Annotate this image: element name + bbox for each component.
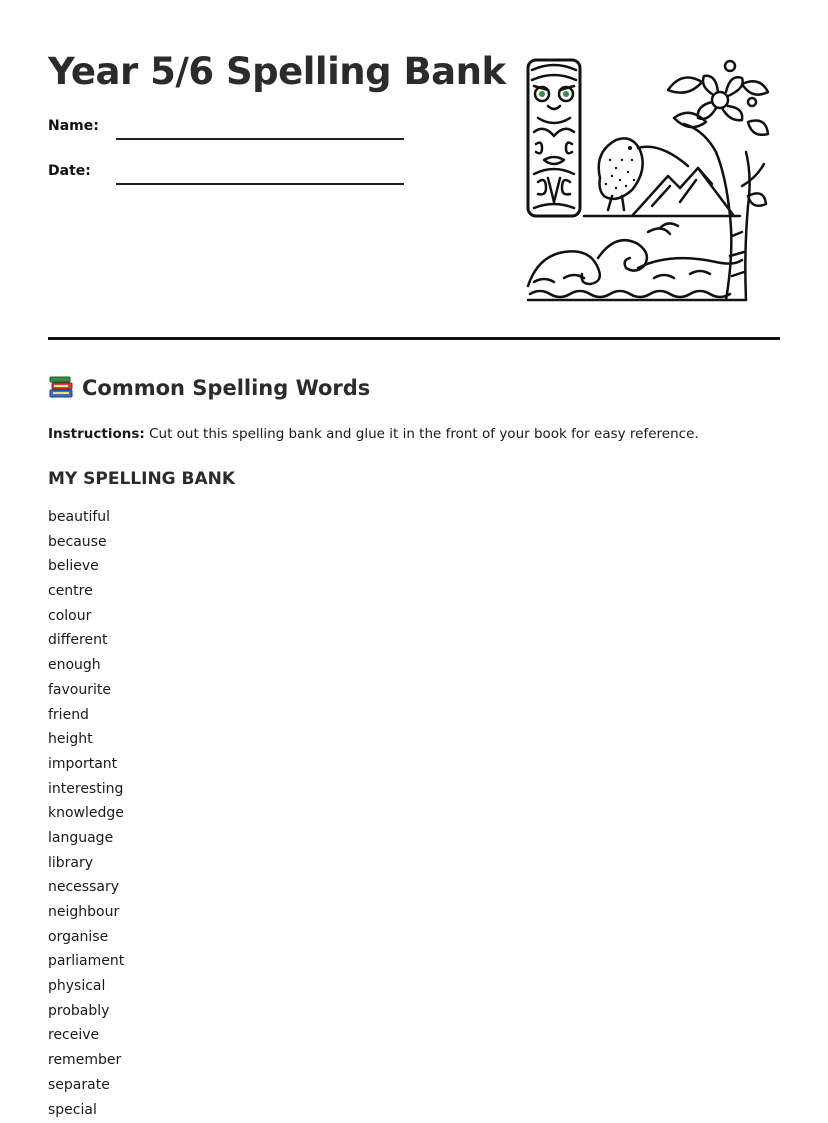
tiki-totem-icon	[528, 60, 580, 216]
spelling-word-list	[48, 506, 124, 1123]
list-item: colour	[48, 605, 124, 630]
list-item: physical	[48, 975, 124, 1000]
date-label: Date:	[48, 162, 91, 180]
books-emoji-icon	[48, 375, 74, 399]
list-item: separate	[48, 1074, 124, 1099]
page-title: Year 5/6 Spelling Bank	[48, 44, 506, 100]
spelling-bank-heading: MY SPELLING BANK	[48, 467, 235, 491]
list-item: different	[48, 629, 124, 654]
name-label: Name:	[48, 117, 99, 135]
list-item: because	[48, 531, 124, 556]
list-item: parliament	[48, 950, 124, 975]
list-item: knowledge	[48, 802, 124, 827]
list-item: important	[48, 753, 124, 778]
instructions	[48, 424, 699, 444]
list-item: necessary	[48, 876, 124, 901]
list-item: remember	[48, 1049, 124, 1074]
waves-icon	[528, 223, 746, 300]
pohutukawa-tree-icon	[668, 78, 768, 301]
list-item: enough	[48, 654, 124, 679]
section-divider	[48, 337, 780, 340]
list-item: favourite	[48, 679, 124, 704]
date-field-line[interactable]	[116, 183, 404, 185]
section-heading	[48, 373, 370, 403]
list-item: believe	[48, 555, 124, 580]
list-item: beautiful	[48, 506, 124, 531]
list-item: library	[48, 852, 124, 877]
list-item: special	[48, 1099, 124, 1123]
section-heading-text: Common Spelling Words	[82, 376, 370, 400]
list-item: receive	[48, 1024, 124, 1049]
list-item: probably	[48, 1000, 124, 1025]
list-item: height	[48, 728, 124, 753]
list-item: centre	[48, 580, 124, 605]
list-item: organise	[48, 926, 124, 951]
list-item: neighbour	[48, 901, 124, 926]
instructions-text: Cut out this spelling bank and glue it in the front of your book for easy reference.	[145, 426, 699, 442]
list-item: friend	[48, 704, 124, 729]
list-item: interesting	[48, 778, 124, 803]
instructions-label: Instructions:	[48, 426, 145, 442]
kiwi-bird-icon	[599, 138, 688, 210]
name-field-line[interactable]	[116, 138, 404, 140]
nz-landscape-illustration	[520, 56, 772, 308]
list-item: language	[48, 827, 124, 852]
